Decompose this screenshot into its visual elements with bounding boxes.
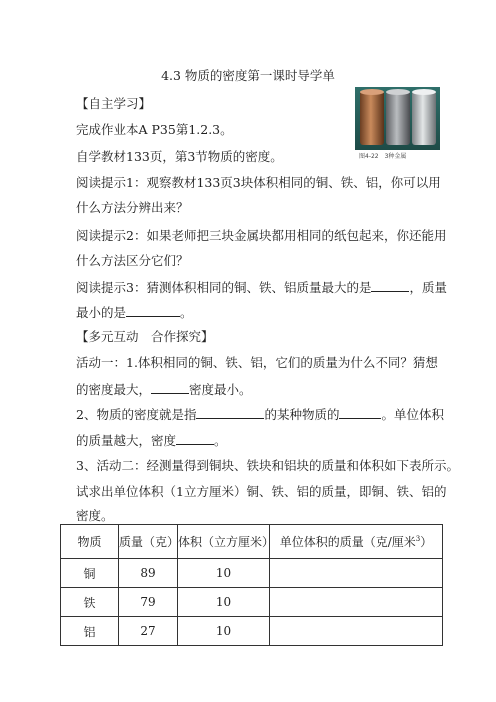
header-unit-mass: 单位体积的质量（克/厘米$^3$） (270, 525, 443, 559)
cell-unit-mass[interactable] (270, 617, 443, 646)
cell-volume: 10 (178, 559, 270, 588)
hint2-line-b: 什么方法区分它们？ (76, 253, 189, 268)
cell-volume: 10 (178, 617, 270, 646)
question2-line-a: 2、物质的密度就是指 的某种物质的 。单位体积 (76, 407, 444, 422)
photo-caption: 图4-22 3种金属 (359, 153, 407, 160)
table-row (61, 617, 443, 646)
answer-blank[interactable] (176, 432, 214, 445)
answer-blank[interactable] (371, 279, 409, 292)
cell-substance: 铁 (61, 588, 119, 617)
cell-unit-mass[interactable] (270, 559, 443, 588)
header-mass: 质量（克） (119, 525, 178, 559)
header-volume: 体积（立方厘米） (178, 525, 270, 559)
cell-mass: 27 (119, 617, 178, 646)
answer-blank[interactable] (196, 406, 264, 419)
cell-volume: 10 (178, 588, 270, 617)
homework-line: 完成作业本A P35第1.2.3。 (76, 122, 233, 137)
cell-mass: 79 (119, 588, 178, 617)
activity1-line-b: 的密度最大， 密度最小。 (76, 382, 252, 397)
cell-mass: 89 (119, 559, 178, 588)
hint2-line-a: 阅读提示2：如果老师把三块金属块都用相同的纸包起来，你还能用 (76, 228, 447, 243)
cell-substance: 铜 (61, 559, 119, 588)
answer-blank[interactable] (151, 381, 189, 394)
table-header-row (61, 525, 443, 559)
hint3-line-b: 最小的是 。 (76, 305, 193, 320)
hint1-line-a: 阅读提示1：观察教材133页3块体积相同的铜、铁、铝，你可以用 (76, 175, 441, 190)
hint1-line-b: 什么方法分辨出来？ (76, 200, 189, 215)
question3-line-c: 密度。 (76, 508, 114, 523)
table-row (61, 559, 443, 588)
question3-line-b: 试求出单位体积（1立方厘米）铜、铁、铝的质量，即铜、铁、铝的 (76, 484, 447, 499)
table-row (61, 588, 443, 617)
cell-unit-mass[interactable] (270, 588, 443, 617)
activity1-line-a: 活动一：1.体积相同的铜、铁、铝，它们的质量为什么不同？猜想 (76, 355, 438, 370)
hint3-line-a: 阅读提示3：猜测体积相同的铜、铁、铝质量最大的是 ，质量 (76, 280, 447, 295)
section-self-study: 【自主学习】 (76, 96, 152, 111)
answer-blank[interactable] (126, 304, 180, 317)
reading-line: 自学教材133页，第3节物质的密度。 (76, 149, 283, 164)
header-substance: 物质 (61, 525, 119, 559)
data-table (60, 524, 443, 646)
answer-blank[interactable] (339, 406, 381, 419)
question2-line-b: 的质量越大，密度 。 (76, 433, 227, 448)
metal-cylinders-photo (355, 87, 440, 150)
cell-substance: 铝 (61, 617, 119, 646)
section-interaction: 【多元互动 合作探究】 (76, 329, 214, 344)
question3-line-a: 3、活动二：经测量得到铜块、铁块和铝块的质量和体积如下表所示。 (76, 458, 459, 473)
page-title: 4.3 物质的密度第一课时导学单 (161, 68, 335, 83)
